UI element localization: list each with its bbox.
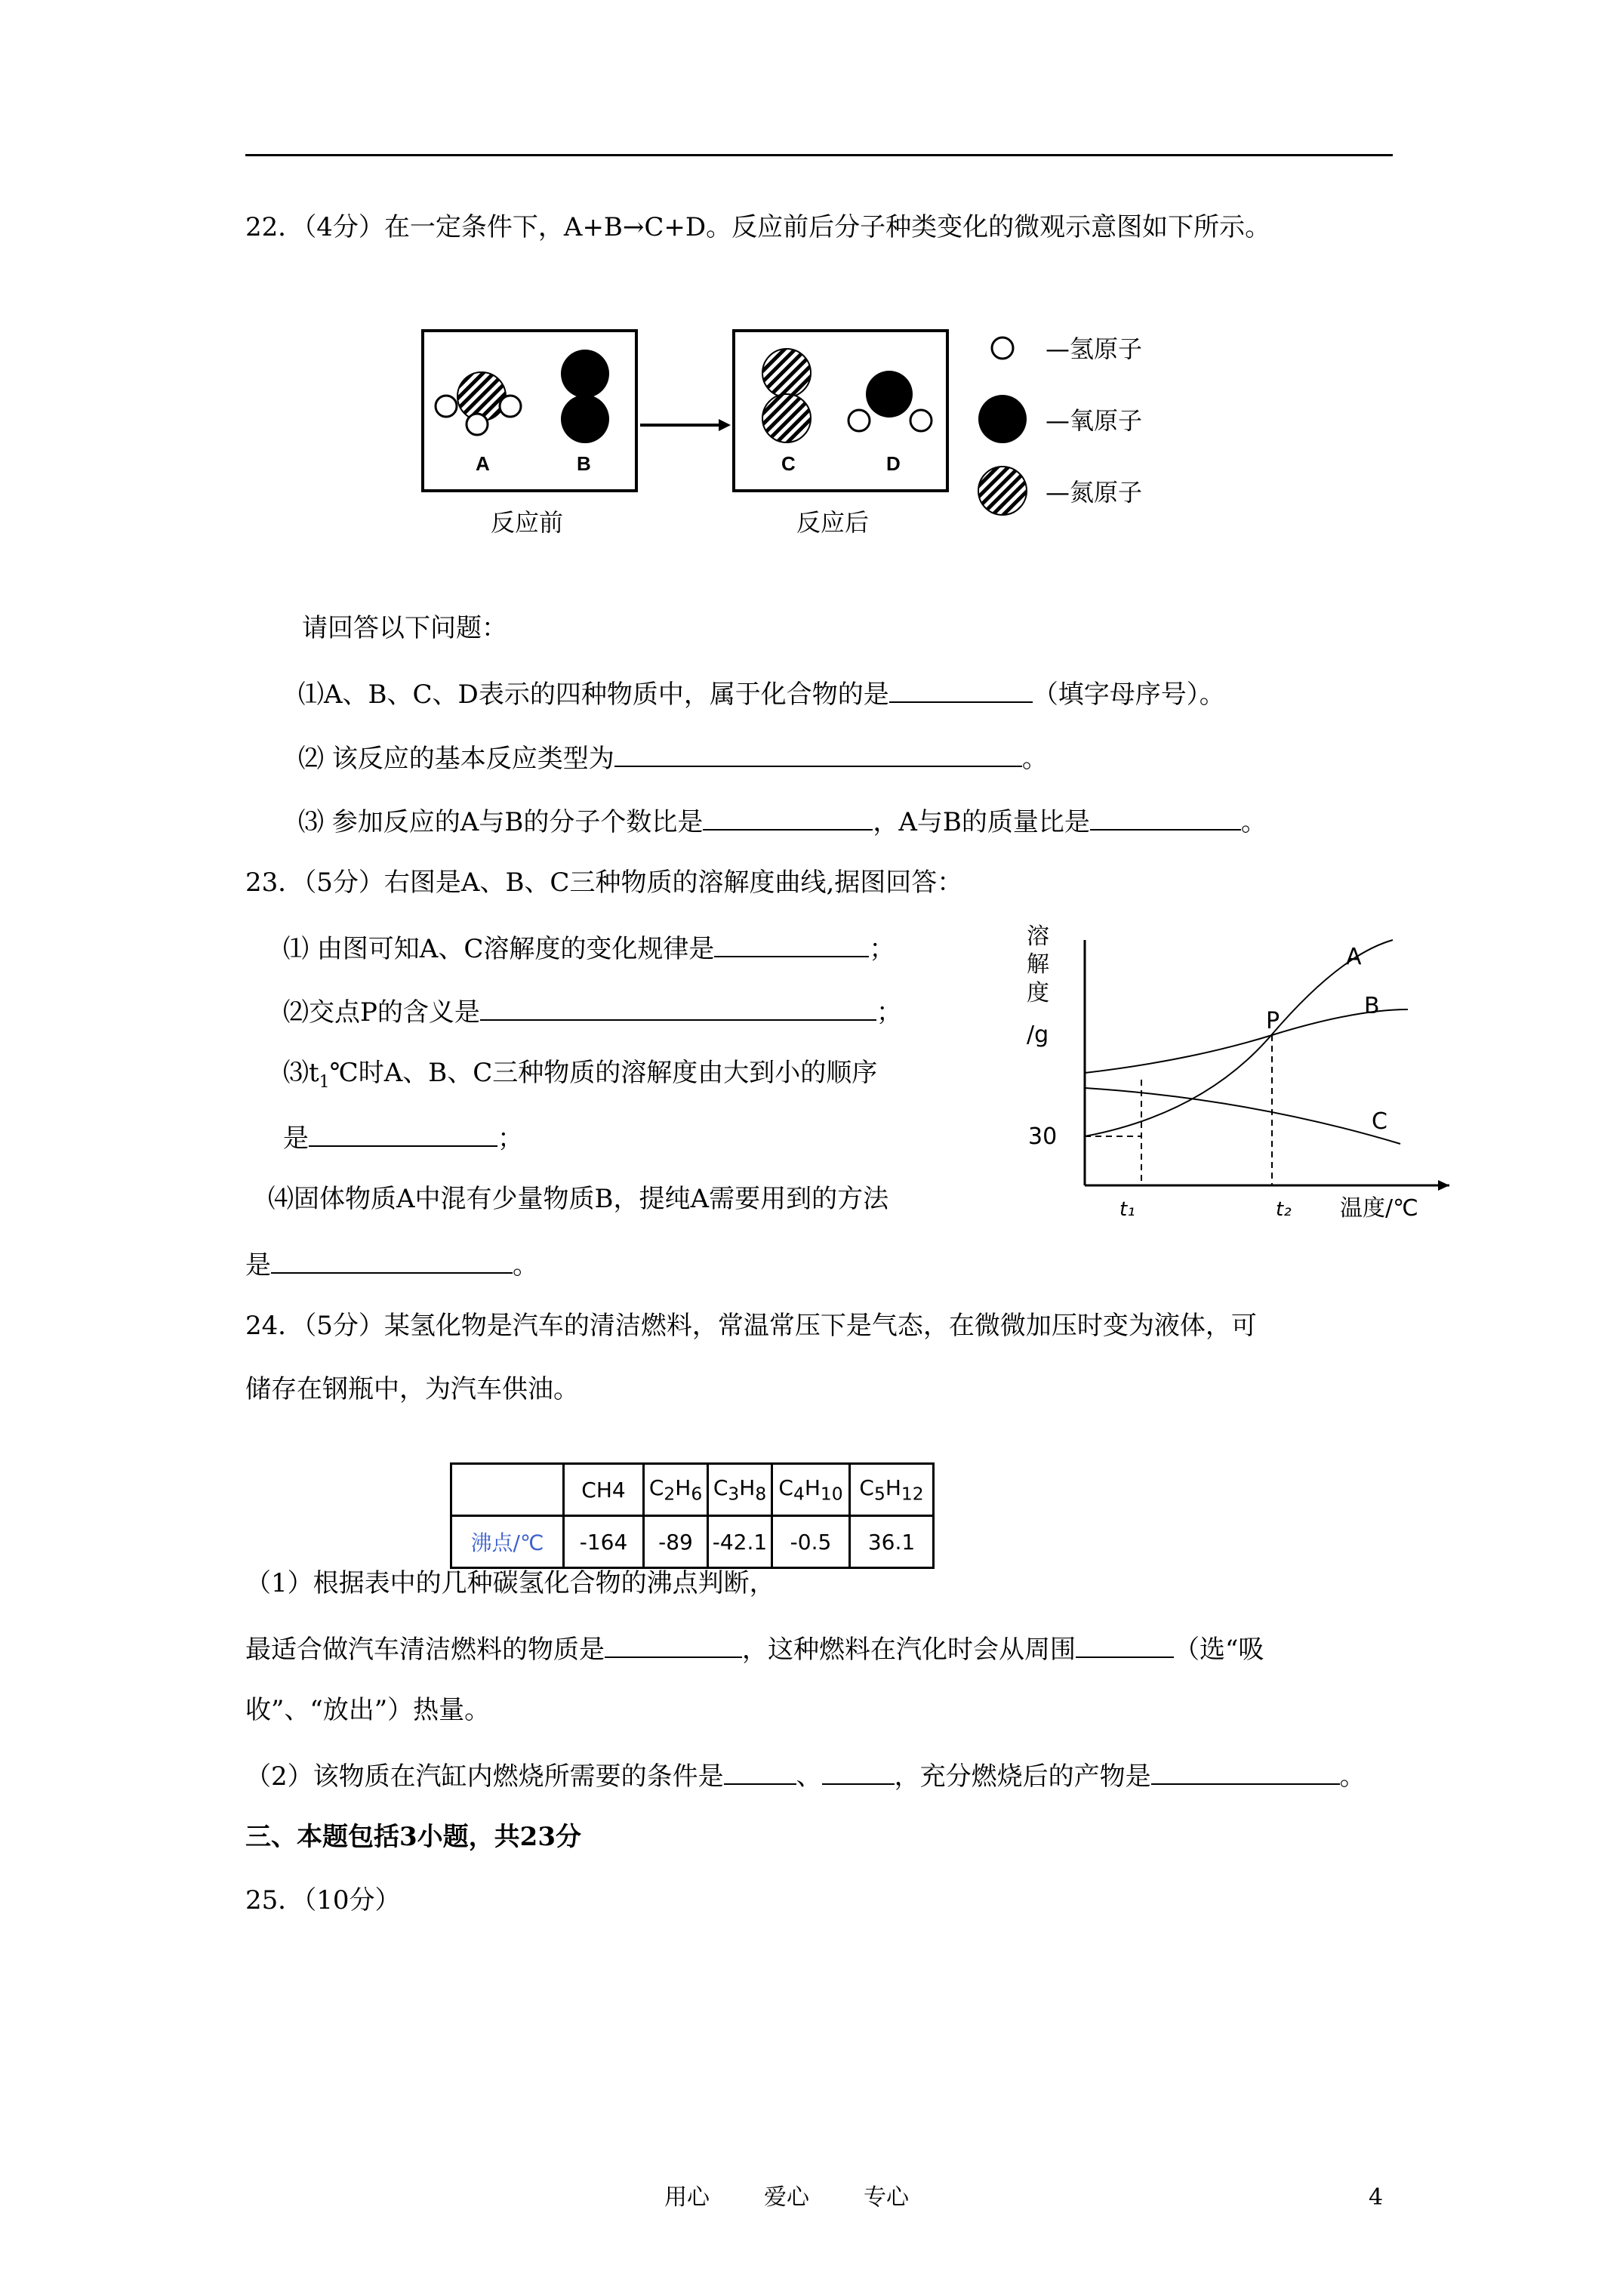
table-header-cell: $C_2H_6$ xyxy=(644,1464,708,1516)
label-b: B xyxy=(577,452,591,475)
reaction-diagram xyxy=(415,321,1215,547)
table-cell: -42.1 xyxy=(708,1516,772,1568)
legend-oxygen-icon xyxy=(978,395,1027,443)
x-tick-t1: t₁ xyxy=(1119,1198,1135,1221)
q24-part2: （2）该物质在汽缸内燃烧所需要的条件是 、 ，充分燃烧后的产物是 。 xyxy=(245,1761,1366,1792)
answer-blank[interactable] xyxy=(605,1634,742,1658)
table-header-cell: $C_3H_8$ xyxy=(708,1464,772,1516)
answer-blank[interactable] xyxy=(1151,1761,1340,1785)
q24-part1: （1）根据表中的几种碳氢化合物的沸点判断， xyxy=(245,1568,775,1598)
y-label-1: 溶 xyxy=(1027,923,1049,950)
molecule-d-hydrogen-2 xyxy=(910,410,932,431)
legend-nitrogen-icon xyxy=(978,467,1027,515)
legend-hydrogen: —氢原子 xyxy=(1046,334,1143,363)
caption-before: 反应前 xyxy=(491,508,564,537)
curve-label-c: C xyxy=(1372,1108,1387,1135)
boiling-point-table xyxy=(450,1462,935,1569)
table-cell: 36.1 xyxy=(850,1516,934,1568)
curve-label-a: A xyxy=(1346,944,1362,970)
caption-after: 反应后 xyxy=(796,508,870,537)
footer-motto-2: 爱心 xyxy=(764,2184,809,2211)
x-axis-label: 温度/℃ xyxy=(1340,1195,1418,1222)
point-label-p: P xyxy=(1266,1008,1280,1034)
molecule-d-oxygen xyxy=(866,371,913,418)
molecule-d-hydrogen-1 xyxy=(848,410,870,431)
answer-blank[interactable] xyxy=(724,1761,796,1785)
q23-part4: ⑷固体物质A中混有少量物质B，提纯A需要用到的方法 xyxy=(268,1184,889,1214)
q24-part1-end: 收”、“放出”）热量。 xyxy=(245,1695,491,1725)
y-label-2: 解 xyxy=(1027,951,1049,978)
molecule-c-nitrogen-2 xyxy=(762,394,811,442)
molecule-b-oxygen-1 xyxy=(561,350,609,398)
q22-prompt: 请回答以下问题： xyxy=(302,613,507,643)
answer-blank[interactable] xyxy=(271,1250,513,1274)
q22-part2: ⑵ 该反应的基本反应类型为 。 xyxy=(298,744,1048,774)
curve-c xyxy=(1085,1088,1400,1144)
q23-part4-cont: 是 。 xyxy=(245,1250,538,1281)
label-d: D xyxy=(886,452,901,475)
q23-title: 23．（5分）右图是A、B、C三种物质的溶解度曲线,据图回答： xyxy=(245,868,963,898)
molecule-a-nitrogen xyxy=(457,372,506,421)
header-rule xyxy=(245,154,1393,156)
table-cell: -164 xyxy=(564,1516,644,1568)
q24-part1-cont: 最适合做汽车清洁燃料的物质是 ，这种燃料在汽化时会从周围 （选“吸 xyxy=(245,1635,1264,1665)
q23-part3: $⑶t_1℃$时A、B、C三种物质的溶解度由大到小的顺序 xyxy=(283,1058,878,1092)
q23-part2: ⑵交点P的含义是 ； xyxy=(283,997,902,1028)
table-header-cell: $C_4H_{10}$ xyxy=(772,1464,850,1516)
answer-blank[interactable] xyxy=(1076,1634,1174,1658)
answer-blank[interactable] xyxy=(889,679,1033,703)
curve-b xyxy=(1085,1009,1408,1073)
q22-title: 22．（4分）在一定条件下，A+B→C+D。反应前后分子种类变化的微观示意图如下所示。 xyxy=(245,212,1271,242)
answer-blank[interactable] xyxy=(714,933,869,957)
legend-hydrogen-icon xyxy=(992,337,1013,359)
table-row xyxy=(451,1516,934,1568)
answer-blank[interactable] xyxy=(1090,806,1241,831)
legend-nitrogen: —氮原子 xyxy=(1046,478,1143,507)
q24-line2: 储存在钢瓶中，为汽车供油。 xyxy=(245,1374,579,1404)
molecule-b-oxygen-2 xyxy=(561,395,609,443)
table-cell: -89 xyxy=(644,1516,708,1568)
q22-part1: ⑴A、B、C、D表示的四种物质中，属于化合物的是 （填字母序号）。 xyxy=(298,680,1225,710)
answer-blank[interactable] xyxy=(822,1761,895,1785)
molecule-c-nitrogen-1 xyxy=(762,349,811,397)
answer-blank[interactable] xyxy=(703,806,873,831)
molecule-a-hydrogen-1 xyxy=(436,396,457,417)
answer-blank[interactable] xyxy=(480,997,876,1021)
q24-line1: 24．（5分）某氢化物是汽车的清洁燃料，常温常压下是气态，在微微加压时变为液体，可 xyxy=(245,1311,1257,1341)
label-c: C xyxy=(781,452,796,475)
molecule-a-hydrogen-3 xyxy=(500,396,521,417)
q25-title: 25．（10分） xyxy=(245,1885,401,1915)
q22-part3: ⑶ 参加反应的A与B的分子个数比是 ，A与B的质量比是 。 xyxy=(298,807,1267,837)
table-row xyxy=(451,1464,934,1516)
q23-part3-cont: 是 ； xyxy=(283,1123,523,1154)
footer-motto-1: 用心 xyxy=(664,2184,710,2211)
table-row-label: 沸点/℃ xyxy=(451,1516,564,1568)
legend-oxygen: —氧原子 xyxy=(1046,406,1143,435)
curve-label-b: B xyxy=(1364,993,1380,1019)
table-cell: -0.5 xyxy=(772,1516,850,1568)
x-tick-t2: t₂ xyxy=(1276,1198,1292,1221)
table-corner-cell xyxy=(451,1464,564,1516)
table-header-cell: $C_5H_{12}$ xyxy=(850,1464,934,1516)
footer-motto-3: 专心 xyxy=(864,2184,909,2211)
molecule-a-hydrogen-2 xyxy=(467,414,488,435)
q23-part1: ⑴ 由图可知A、C溶解度的变化规律是 ； xyxy=(283,934,895,964)
answer-blank[interactable] xyxy=(614,743,1022,767)
answer-blank[interactable] xyxy=(309,1123,497,1147)
solubility-graph xyxy=(1023,917,1461,1234)
table-header-cell: CH4 xyxy=(564,1464,644,1516)
section-3-heading: 三、本题包括3小题，共23分 xyxy=(245,1822,581,1852)
label-a: A xyxy=(476,452,490,475)
y-label-4: /g xyxy=(1027,1022,1049,1048)
y-label-3: 度 xyxy=(1027,980,1049,1006)
y-tick-30: 30 xyxy=(1028,1123,1058,1150)
page-number: 4 xyxy=(1369,2184,1384,2211)
